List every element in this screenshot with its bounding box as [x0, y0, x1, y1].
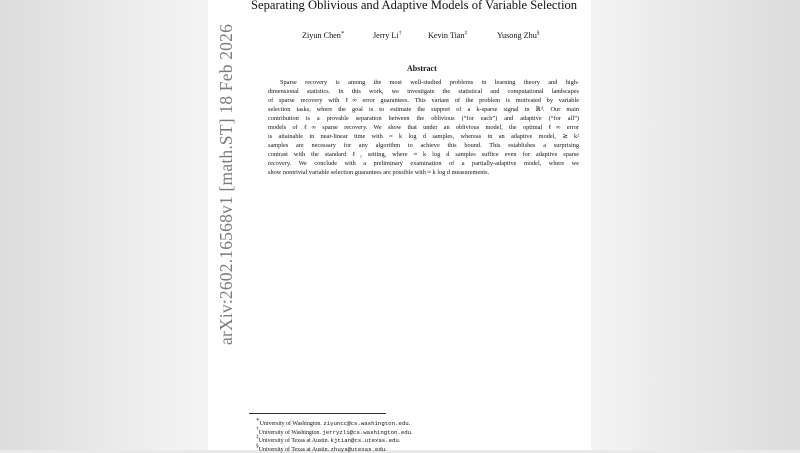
abstract-line: contribution is a provable separation between the oblivious (“for each”) and adaptive (“for all”) [268, 115, 579, 123]
email-4: zhuys@utexas.edu [330, 445, 386, 453]
abstract-line: dimensional statistics. In this work, we investigate the statistical and computational landscapes [268, 88, 579, 96]
abstract-line: contrast with the standard ℓ₂ setting, where ≈ k log d samples suffice even for adaptive sparse [268, 151, 579, 159]
email-3: kjtian@cs.utexas.edu [330, 437, 399, 444]
background-right [591, 0, 800, 450]
abstract-line: selection tasks, where the goal is to estimate the support of a k-sparse signal in ℝᵈ. Our main [268, 106, 579, 114]
author-4: Yusong Zhu§ [497, 30, 540, 40]
abstract-line: of sparse recovery with ℓ∞ error guarantees. This variant of the problem is motivated by variable [268, 97, 579, 105]
author-1: Ziyun Chen∗ [302, 30, 345, 40]
footnote-3: ‡University of Texas at Austin. kjtian@cs.utexas.edu. [256, 434, 401, 444]
author-2: Jerry Li† [373, 30, 402, 40]
abstract-line: recovery. We conclude with a preliminary examination of a partially-adaptive model, where we [268, 160, 579, 168]
abstract-line: samples are necessary for any algorithm to achieve this bound. This establishes a surprising [268, 142, 579, 150]
footnote-4: §University of Texas at Austin. zhuys@utexas.edu. [256, 442, 387, 453]
background-left [0, 0, 208, 450]
abstract-line: models of ℓ∞ sparse recovery. We show that under an oblivious model, the optimal ℓ∞ error [268, 124, 579, 132]
abstract-heading: Abstract [407, 64, 437, 73]
footnote-1: ∗University of Washington. ziyuncc@cs.washington.edu. [256, 417, 411, 427]
arxiv-stamp: arXiv:2602.16568v1 [math.ST] 18 Feb 2026 [216, 23, 236, 345]
paper-page [208, 0, 591, 450]
author-3: Kevin Tian‡ [428, 30, 468, 40]
email-1: ziyuncc@cs.washington.edu [323, 420, 409, 427]
abstract-line: Sparse recovery is among the most well-studied problems in learning theory and high- [280, 79, 579, 86]
email-2: jerryzli@cs.washington.edu [322, 428, 412, 436]
abstract-line: is attainable in near-linear time with ≈ k log d samples, whereas in an adaptive model, ≳ k² [268, 133, 579, 141]
abstract-line: show nontrivial variable selection guarantees are possible with ≈ k log d measurements. [268, 169, 490, 177]
abstract-body [268, 78, 579, 178]
paper-title: Separating Oblivious and Adaptive Models of Variable Selection [251, 0, 578, 12]
footnote-2: †University of Washington. jerryzli@cs.washington.edu. [256, 425, 413, 436]
footnote-rule [249, 413, 386, 414]
